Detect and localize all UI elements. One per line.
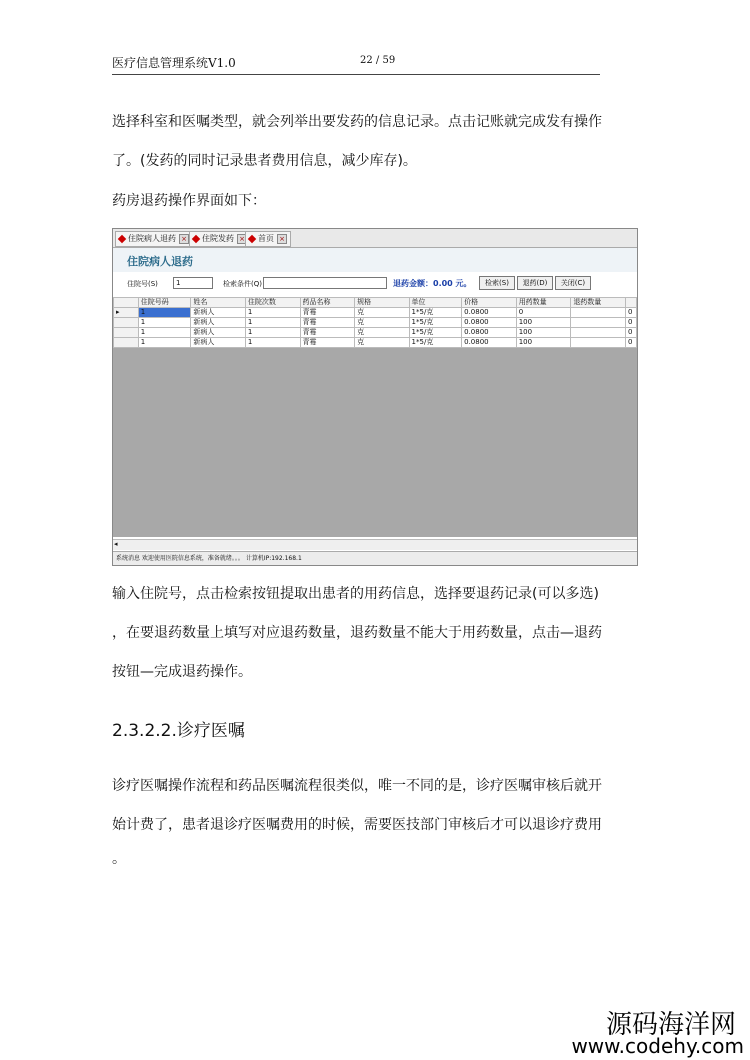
table-cell[interactable]: 1 [245,318,300,328]
search-toolbar [113,273,637,295]
table-cell[interactable]: 1 [245,308,300,318]
paragraph-line: 诊疗医嘱操作流程和药品医嘱流程很类似，唯一不同的是，诊疗医嘱审核后就开 [112,778,602,794]
table-cell[interactable]: 克 [355,328,409,338]
tab-icon [118,234,126,242]
form-title: 住院病人退药 [127,255,193,268]
table-cell[interactable]: 0.0800 [462,338,517,348]
table-cell[interactable]: 0.0800 [462,328,517,338]
column-header[interactable]: 规格 [355,298,409,308]
table-row[interactable] [114,308,637,318]
table-cell[interactable]: 新病人 [191,338,246,348]
paragraph-line: 输入住院号，点击检索按钮提取出患者的用药信息，选择要退药记录(可以多选) [112,586,599,602]
tab-inpatient-refund[interactable] [115,231,193,247]
table-cell[interactable] [571,328,626,338]
page-number: 22 / 59 [360,55,396,66]
close-icon[interactable]: × [179,234,189,244]
tab-home[interactable] [245,231,291,247]
tab-icon [192,234,200,242]
paragraph-line: 始计费了，患者退诊疗医嘱费用的时候，需要医技部门审核后才可以退诊疗费用 [112,817,602,833]
status-bar: 系统消息 欢迎使用医院信息系统，准备就绪。。。 计算机IP:192.168.1 [113,551,638,565]
column-header[interactable]: 退药数量 [571,298,626,308]
table-cell[interactable]: 1*5/克 [409,328,462,338]
tab-bar [113,229,637,248]
table-cell[interactable]: 克 [355,318,409,328]
table-cell[interactable]: 克 [355,338,409,348]
paragraph-line: 选择科室和医嘱类型，就会列举出要发药的信息记录。点击记账就完成发有操作 [112,114,602,130]
column-header[interactable]: 住院次数 [245,298,300,308]
table-cell[interactable]: 0.0800 [462,308,517,318]
row-indicator-header [114,298,139,308]
paragraph-line: 了。(发药的同时记录患者费用信息，减少库存)。 [112,153,417,169]
page-header [112,54,600,75]
refund-amount: 退药金额：0.00 元。 [393,279,472,288]
tab-label: 住院病人退药 [128,234,176,243]
paragraph-line: 药房退药操作界面如下： [112,193,266,209]
column-header[interactable]: 姓名 [191,298,246,308]
row-indicator[interactable] [114,318,139,328]
table-cell[interactable]: 青霉 [300,328,355,338]
table-cell[interactable] [571,318,626,328]
table-cell[interactable]: 青霉 [300,318,355,328]
table-cell[interactable]: 0.0800 [462,318,517,328]
table-cell[interactable]: 0 [625,328,636,338]
table-cell[interactable]: 1 [138,308,191,318]
admission-label: 住院号(S) [127,280,158,288]
table-cell[interactable]: 0 [625,338,636,348]
admission-input[interactable]: 1 [173,277,213,289]
tab-inpatient-dispense[interactable] [189,231,251,247]
table-row[interactable] [114,318,637,328]
paragraph-line: 。 [112,851,126,867]
data-grid-area [113,297,637,537]
search-condition-input[interactable] [263,277,387,289]
paragraph-line: ，在要退药数量上填写对应退药数量，退药数量不能大于用药数量，点击—退药 [112,625,602,641]
column-header[interactable]: 价格 [462,298,517,308]
search-condition-label: 检索条件(Q) [223,280,262,288]
table-cell[interactable]: 1 [138,328,191,338]
scroll-left-icon[interactable]: ◂ [114,540,118,548]
table-cell[interactable]: 新病人 [191,308,246,318]
close-icon[interactable]: × [237,234,247,244]
table-cell[interactable] [571,338,626,348]
row-indicator[interactable]: ▸ [114,308,139,318]
table-cell[interactable] [571,308,626,318]
refund-button[interactable]: 退药(D) [517,276,553,290]
watermark-url: www.codehy.com [571,1034,744,1058]
table-cell[interactable]: 100 [516,318,571,328]
row-indicator[interactable] [114,328,139,338]
table-cell[interactable]: 青霉 [300,338,355,348]
table-cell[interactable]: 克 [355,308,409,318]
table-cell[interactable]: 青霉 [300,308,355,318]
column-header[interactable] [625,298,636,308]
table-cell[interactable]: 新病人 [191,328,246,338]
table-cell[interactable]: 100 [516,328,571,338]
section-heading: 2.3.2.2.诊疗医嘱 [112,721,245,741]
table-row[interactable] [114,338,637,348]
refund-window-screenshot [112,228,638,566]
grid-header-row [114,298,637,308]
table-cell[interactable]: 1*5/克 [409,308,462,318]
document-title: 医疗信息管理系统V1.0 [112,56,236,70]
table-cell[interactable]: 1*5/克 [409,318,462,328]
table-cell[interactable]: 新病人 [191,318,246,328]
column-header[interactable]: 住院号码 [138,298,191,308]
form-banner [113,248,637,272]
table-cell[interactable]: 0 [516,308,571,318]
paragraph-line: 按钮—完成退药操作。 [112,664,252,680]
close-icon[interactable]: × [277,234,287,244]
medication-grid[interactable] [113,297,637,348]
column-header[interactable]: 单位 [409,298,462,308]
row-indicator[interactable] [114,338,139,348]
table-cell[interactable]: 0 [625,318,636,328]
table-cell[interactable]: 1 [245,328,300,338]
table-cell[interactable]: 1 [245,338,300,348]
close-button[interactable]: 关闭(C) [555,276,591,290]
tab-label: 首页 [258,234,274,243]
table-cell[interactable]: 0 [625,308,636,318]
horizontal-scrollbar[interactable] [113,539,637,550]
search-button[interactable]: 检索(S) [479,276,515,290]
table-cell[interactable]: 1*5/克 [409,338,462,348]
tab-icon [248,234,256,242]
table-row[interactable] [114,328,637,338]
table-cell[interactable]: 1 [138,318,191,328]
column-header[interactable]: 药品名称 [300,298,355,308]
column-header[interactable]: 用药数量 [516,298,571,308]
table-cell[interactable]: 100 [516,338,571,348]
table-cell[interactable]: 1 [138,338,191,348]
tab-label: 住院发药 [202,234,234,243]
watermark-title: 源码海洋网 [605,1010,736,1040]
